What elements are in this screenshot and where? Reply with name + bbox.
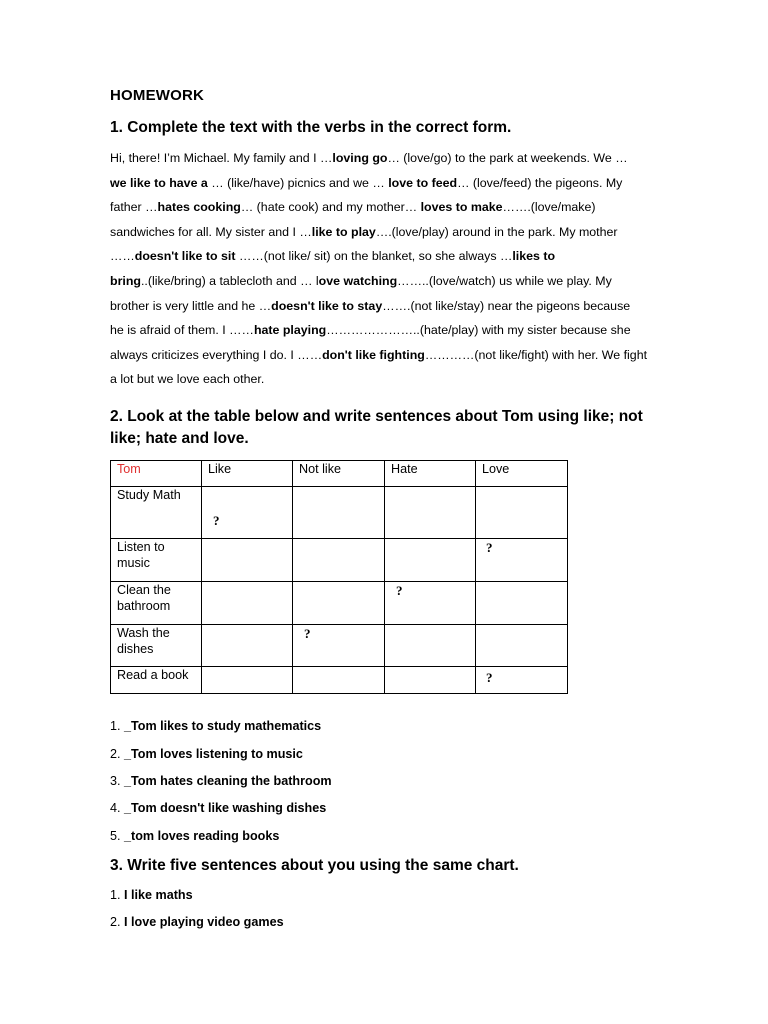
filled-answer: like to play <box>311 224 376 239</box>
text-run: Hi, there! I’m Michael. My family and I … <box>110 151 333 165</box>
filled-answer: bring <box>110 273 141 288</box>
filled-answer: loving go <box>332 151 388 165</box>
filled-answer: doesn't like to sit <box>134 249 236 264</box>
text-run: he is afraid of them. I …… <box>110 323 254 338</box>
paragraph-line <box>110 220 670 245</box>
section1-paragraph <box>110 146 670 392</box>
table-cell <box>202 625 293 667</box>
paragraph-line <box>110 269 670 294</box>
activity-cell: Read a book <box>111 667 202 694</box>
activity-cell: Study Math <box>111 487 202 539</box>
table-cell <box>385 667 476 694</box>
activity-cell: Listen to music <box>111 539 202 582</box>
table-cell <box>293 539 385 582</box>
header-hate: Hate <box>385 461 476 487</box>
filled-answer: hates cooking <box>157 200 241 215</box>
table-row <box>111 487 568 539</box>
table-cell <box>476 539 568 582</box>
text-run: …….(not like/stay) near the pigeons because <box>382 298 631 313</box>
section1-heading: 1. Complete the text with the verbs in the correct form. <box>110 119 512 136</box>
filled-answer: likes to <box>512 249 556 264</box>
table-row <box>111 582 568 625</box>
text-run: … (hate cook) and my mother… <box>240 200 421 215</box>
table-cell <box>476 625 568 667</box>
table-header-row <box>111 461 568 487</box>
filled-answer: doesn't like to stay <box>271 298 383 313</box>
table-cell <box>476 582 568 625</box>
text-run: ….(love/play) around in the park. My mother <box>375 224 618 239</box>
table-row <box>111 667 568 694</box>
activity-cell: Wash the dishes <box>111 625 202 667</box>
table-cell <box>293 667 385 694</box>
table-cell <box>385 487 476 539</box>
text-run: … (like/have) picnics and we … <box>207 175 389 190</box>
table-cell <box>202 487 293 539</box>
filled-answer: hate playing <box>253 323 327 338</box>
table-cell <box>202 582 293 625</box>
filled-answer: ove watching <box>318 273 398 288</box>
page-title: HOMEWORK <box>110 87 205 104</box>
table-cell <box>293 625 385 667</box>
paragraph-line <box>110 318 670 343</box>
section2-heading: 2. Look at the table below and write sentences about Tom using like; not like; hate and love. <box>110 408 643 447</box>
table-cell <box>385 625 476 667</box>
table-cell <box>476 667 568 694</box>
table-cell <box>202 667 293 694</box>
header-like: Like <box>202 461 293 487</box>
section3-heading: 3. Write five sentences about you using the same chart. <box>110 857 519 874</box>
filled-answer: we like to have a <box>110 175 208 190</box>
mark: ? <box>486 540 493 555</box>
paragraph-line <box>110 367 670 392</box>
text-run: ..(like/bring) a tablecloth and … l <box>140 273 319 288</box>
text-run: …………(not like/fight) with her. We fight <box>424 347 648 362</box>
preferences-table <box>110 460 568 694</box>
paragraph-line <box>110 244 670 269</box>
answer-line: 2. I love playing video games <box>110 915 284 929</box>
paragraph-line <box>110 171 670 196</box>
paragraph-line <box>110 294 670 319</box>
paragraph-line <box>110 343 670 368</box>
table-cell <box>385 582 476 625</box>
filled-answer: don't like fighting <box>322 347 425 362</box>
text-run: a lot but we love each other. <box>110 372 265 387</box>
filled-answer: love to feed <box>388 175 458 190</box>
answer-line: 1. I like maths <box>110 888 193 902</box>
answer-line: 2. _Tom loves listening to music <box>110 747 303 761</box>
answer-line: 4. _Tom doesn't like washing dishes <box>110 801 327 815</box>
text-run: always criticizes everything I do. I …… <box>110 347 323 362</box>
text-run: … (love/go) to the park at weekends. We … <box>387 151 628 165</box>
table-cell <box>385 539 476 582</box>
filled-answer: loves to make <box>420 200 503 215</box>
activity-cell: Clean the bathroom <box>111 582 202 625</box>
mark: ? <box>213 513 220 528</box>
table-row <box>111 539 568 582</box>
paragraph-line <box>110 195 670 220</box>
mark: ? <box>486 670 493 685</box>
text-run: ……..(love/watch) us while we play. My <box>397 273 612 288</box>
text-run: ……(not like/ sit) on the blanket, so she always … <box>235 249 513 264</box>
mark: ? <box>304 626 311 641</box>
text-run: sandwiches for all. My sister and I … <box>110 224 312 239</box>
text-run: … (love/feed) the pigeons. My <box>457 175 623 190</box>
table-cell <box>293 582 385 625</box>
header-tom: Tom <box>111 461 202 487</box>
answer-line: 3. _Tom hates cleaning the bathroom <box>110 774 332 788</box>
table-cell <box>293 487 385 539</box>
text-run: brother is very little and he … <box>110 298 272 313</box>
text-run: …… <box>110 249 135 264</box>
table-cell <box>476 487 568 539</box>
header-not-like: Not like <box>293 461 385 487</box>
answer-line: 5. _tom loves reading books <box>110 829 280 843</box>
table-cell <box>202 539 293 582</box>
text-run: …….(love/make) <box>502 200 596 215</box>
table-row <box>111 625 568 667</box>
text-run: …………………..(hate/play) with my sister because she <box>326 323 631 338</box>
paragraph-line <box>110 146 670 171</box>
header-love: Love <box>476 461 568 487</box>
text-run: father … <box>110 200 158 215</box>
answer-line: 1. _Tom likes to study mathematics <box>110 719 322 733</box>
mark: ? <box>396 583 403 598</box>
